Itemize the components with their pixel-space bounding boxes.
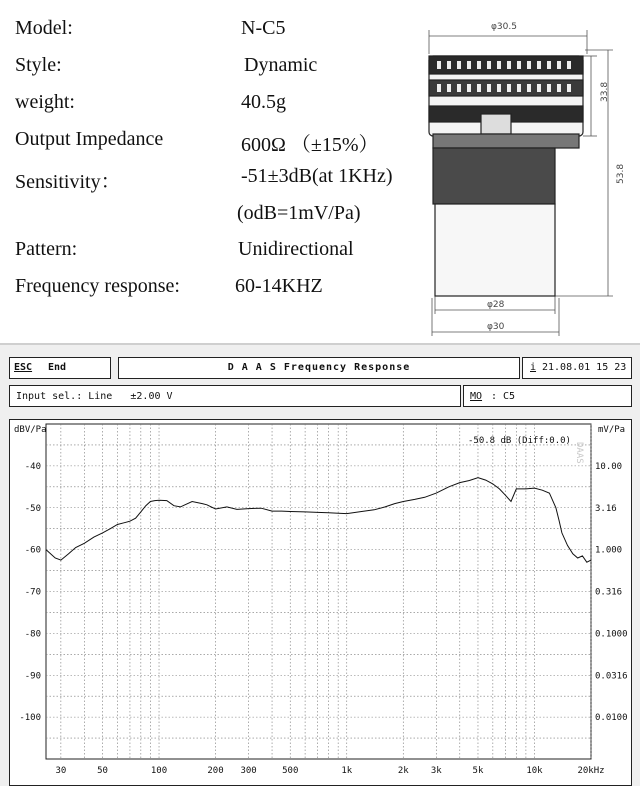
weight-value: 40.5g (241, 91, 286, 113)
top-diameter-label: φ30.5 (491, 22, 517, 32)
x-tick-label: 10k (526, 766, 543, 776)
y-right-tick-label: 0.0100 (595, 713, 628, 724)
x-tick-label: 2k (397, 766, 409, 776)
y-tick-label: -90 (24, 671, 41, 682)
total-height-label: 53.8 (616, 163, 626, 184)
weight-label: weight: (15, 91, 75, 113)
frequency-value: 60-14KHZ (235, 275, 323, 297)
y-right-tick-label: 3.16 (595, 503, 617, 514)
end-button[interactable] (9, 357, 111, 379)
style-label: Style: (15, 54, 62, 76)
x-tick-label: 100 (150, 766, 168, 776)
spec-sheet (0, 0, 420, 320)
y-tick-label: -100 (19, 713, 41, 724)
daas-window (0, 343, 640, 786)
esc-key: ESC (14, 362, 33, 373)
sensitivity-reference: (odB=1mV/Pa) (237, 202, 361, 224)
frequency-label: Frequency response: (15, 275, 180, 297)
input-selection-text: Input sel.: Line ±2.00 V (16, 391, 173, 402)
head-height-label: 33.8 (600, 81, 610, 102)
y-tick-label: -60 (24, 545, 41, 556)
sensitivity-value: -51±3dB(at 1KHz) (241, 165, 393, 187)
capsule-collar (433, 148, 555, 204)
impedance-value: 600Ω （±15%） (241, 134, 379, 156)
right-axis-unit-label: mV/Pa (598, 425, 626, 435)
capsule-body (435, 204, 555, 296)
bottom-inner-diameter-label: φ28 (487, 300, 505, 310)
impedance-label: Output Impedance (15, 128, 164, 150)
left-axis-unit-label: dBV/Pa (14, 425, 47, 435)
x-tick-label: 1k (341, 766, 353, 776)
microphone-capsule-drawing (415, 14, 630, 344)
x-tick-label: 20kHz (577, 766, 605, 776)
y-right-tick-label: 0.316 (595, 587, 623, 598)
y-tick-label: -40 (24, 461, 41, 472)
x-tick-label: 30 (55, 766, 67, 776)
daas-watermark: DAAS (574, 442, 584, 464)
reading-annotation: -50.8 dB (Diff:0.0) (468, 436, 571, 446)
info-key: i (530, 362, 537, 373)
datetime: 21.08.01 15 23 (542, 362, 627, 373)
sensitivity-label: Sensitivity： (15, 171, 121, 193)
y-tick-label: -50 (24, 503, 41, 514)
pattern-value: Unidirectional (238, 238, 354, 260)
window-title: D A A S Frequency Response (227, 362, 411, 373)
end-label: End (48, 362, 67, 373)
x-tick-label: 50 (97, 766, 108, 776)
memory-selector[interactable] (463, 385, 632, 407)
window-title-bar (118, 357, 520, 379)
style-value: Dynamic (244, 54, 318, 76)
pattern-label: Pattern: (15, 238, 78, 260)
memory-key: MO (470, 391, 483, 402)
y-right-tick-label: 10.00 (595, 461, 623, 472)
bottom-outer-diameter-label: φ30 (487, 322, 505, 332)
info-button[interactable] (522, 357, 632, 379)
x-tick-label: 200 (207, 766, 224, 776)
input-selector[interactable] (9, 385, 461, 407)
memory-value: : C5 (491, 391, 516, 402)
x-tick-label: 500 (282, 766, 299, 776)
y-right-tick-label: 0.0316 (595, 671, 628, 682)
x-tick-label: 3k (430, 766, 442, 776)
y-right-tick-label: 0.1000 (595, 629, 628, 640)
y-right-tick-label: 1.000 (595, 545, 623, 556)
capsule-shoulder (433, 134, 579, 148)
capsule-neck (481, 114, 511, 134)
x-tick-label: 300 (240, 766, 257, 776)
model-value: N-C5 (241, 17, 286, 39)
frequency-response-plot (9, 419, 632, 786)
model-label: Model: (15, 17, 73, 39)
y-tick-label: -70 (24, 587, 41, 598)
y-tick-label: -80 (24, 629, 41, 640)
frequency-response-chart (10, 420, 633, 787)
x-tick-label: 5k (472, 766, 484, 776)
